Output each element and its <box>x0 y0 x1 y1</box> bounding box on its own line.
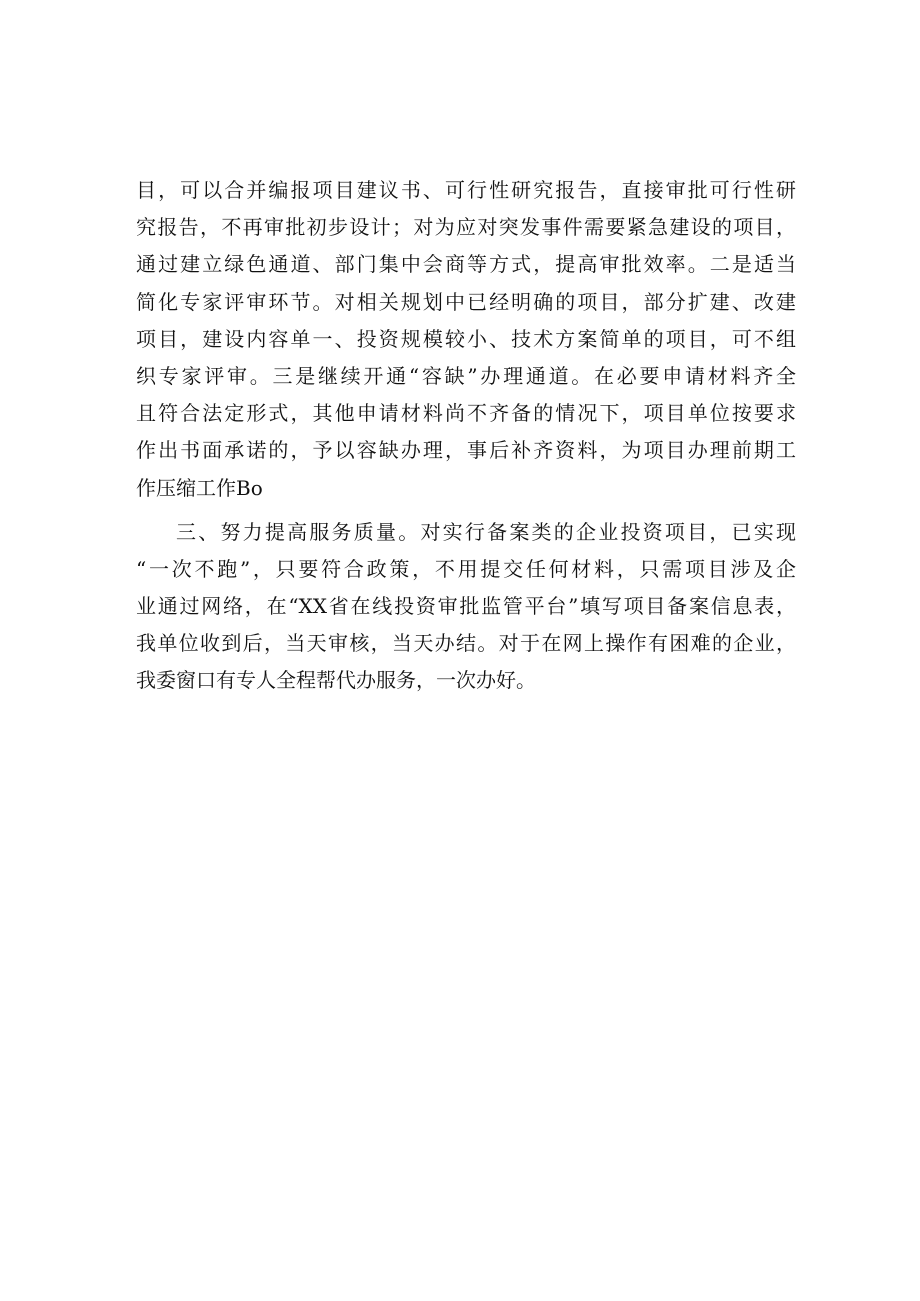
text-line: 简化专家评审环节。对相关规划中已经明确的项目，部分扩建、改建 <box>136 289 796 314</box>
text-line: 且符合法定形式，其他申请材料尚不齐备的情况下，项目单位按要求 <box>136 401 796 426</box>
text-line: “一次不跑”，只要符合政策，不用提交任何材料，只需项目涉及企 <box>136 556 796 581</box>
text-line: 目，可以合并编报项目建议书、可行性研究报告，直接审批可行性研 <box>136 178 796 202</box>
text-line: 究报告，不再审批初步设计；对为应对突发事件需要紧急建设的项目， <box>136 215 796 240</box>
text-line: 通过建立绿色通道、部门集中会商等方式，提高审批效率。二是适当 <box>136 252 796 277</box>
text-line: 我委窗口有专人全程帮代办服务，一次办好。 <box>136 668 536 693</box>
paragraph-spacer <box>136 507 796 514</box>
text-line: 我单位收到后，当天审核，当天办结。对于在网上操作有困难的企业， <box>136 631 796 656</box>
text-line: 业通过网络，在“XX省在线投资审批监管平台”填写项目备案信息表， <box>136 594 796 619</box>
text-line: 作压缩工作Bo <box>136 475 263 500</box>
text-line: 项目，建设内容单一、投资规模较小、技术方案简单的项目，可不组 <box>136 326 796 351</box>
paragraph-2 <box>136 514 796 700</box>
text-line: 作出书面承诺的，予以容缺办理，事后补齐资料，为项目办理前期工 <box>136 438 796 463</box>
text-line: 三、努力提高服务质量。对实行备案类的企业投资项目，已实现 <box>176 519 796 544</box>
document-body <box>136 172 796 700</box>
paragraph-1 <box>136 172 796 507</box>
text-line: 织专家评审。三是继续开通“容缺”办理通道。在必要申请材料齐全 <box>136 363 796 388</box>
